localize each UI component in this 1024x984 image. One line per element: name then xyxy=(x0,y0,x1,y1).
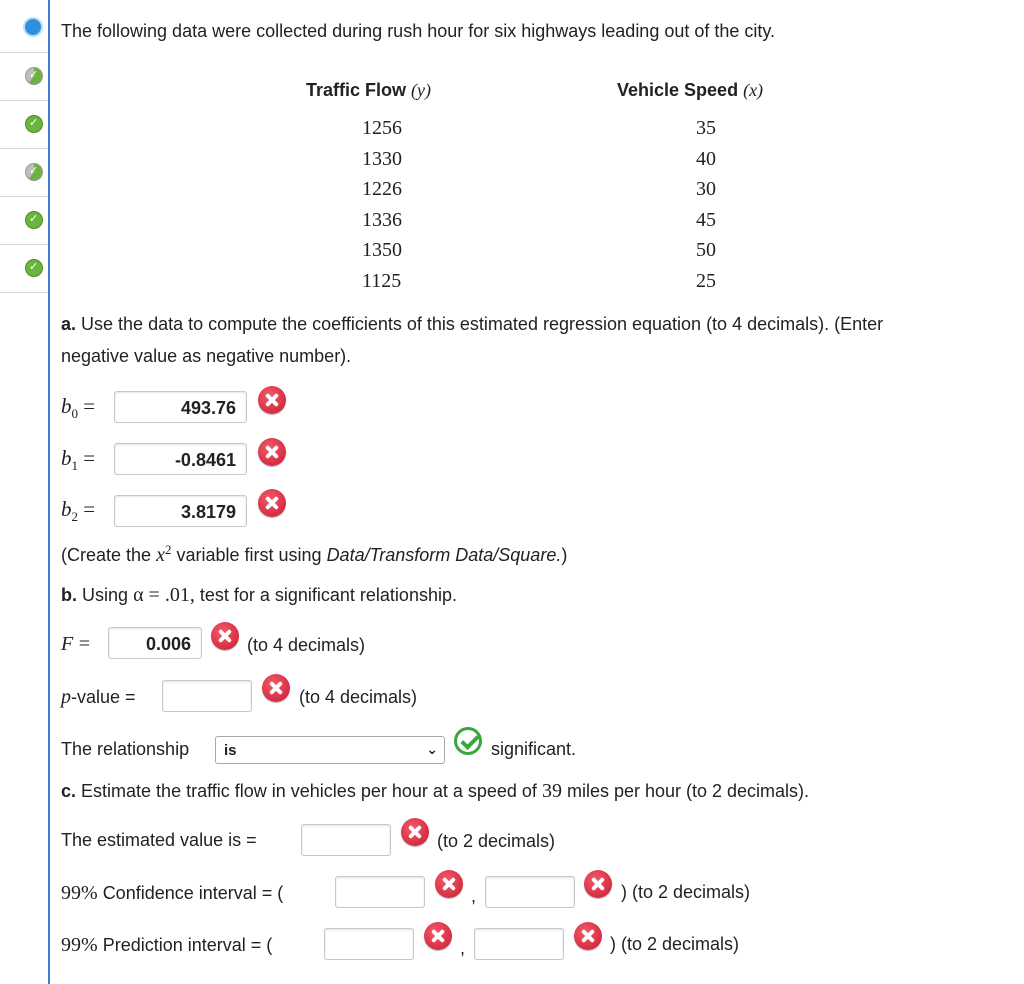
pi-close: ) (to 2 decimals) xyxy=(610,934,740,954)
check-icon xyxy=(25,115,43,133)
vehicle-speed-cell: 25 xyxy=(696,270,716,292)
nav-item-6[interactable] xyxy=(0,244,48,293)
part-a-text-line1: a. Use the data to compute the coefficients of this estimated regression equation (to 4 decimals). (Enter xyxy=(61,314,884,334)
nav-item-1[interactable] xyxy=(0,4,48,53)
current-question-icon xyxy=(25,19,41,35)
f-hint: (to 4 decimals) xyxy=(247,635,366,655)
incorrect-icon xyxy=(435,870,463,898)
intro-text: The following data were collected during rush hour for six highways leading out of the city. xyxy=(61,21,776,41)
col-header-vehicle-speed: Vehicle Speed (x) xyxy=(617,80,764,100)
b1-label: $b_1$ = xyxy=(61,446,96,474)
ci-comma: , xyxy=(471,886,477,906)
traffic-flow-cell: 1125 xyxy=(362,270,402,292)
incorrect-icon xyxy=(584,870,612,898)
pi-lower-input[interactable] xyxy=(324,928,414,960)
check-icon xyxy=(25,259,43,277)
incorrect-icon xyxy=(211,622,239,650)
nav-item-3[interactable] xyxy=(0,100,48,149)
nav-item-2[interactable] xyxy=(0,52,48,101)
incorrect-icon xyxy=(262,674,290,702)
correct-icon xyxy=(454,727,482,755)
part-a-text-line2: negative value as negative number). xyxy=(61,346,352,366)
vehicle-speed-cell: 30 xyxy=(696,178,716,201)
incorrect-icon xyxy=(574,922,602,950)
incorrect-icon xyxy=(258,386,286,414)
f-input[interactable]: 0.006 xyxy=(108,627,202,659)
partial-check-icon xyxy=(25,163,43,181)
b2-input[interactable]: 3.8179 xyxy=(114,495,247,527)
part-c-text: c. Estimate the traffic flow in vehicles per hour at a speed of 39 miles per hour (to 2 decimals). xyxy=(61,780,810,802)
incorrect-icon xyxy=(401,818,429,846)
b0-label: $b_0$ = xyxy=(61,394,96,422)
incorrect-icon xyxy=(258,489,286,517)
relationship-label: The relationship xyxy=(61,739,190,759)
question-nav xyxy=(0,0,50,984)
nav-item-5[interactable] xyxy=(0,196,48,245)
part-b-text: b. Using α = .01, test for a significant relationship. xyxy=(61,584,457,606)
vehicle-speed-cell: 45 xyxy=(696,208,716,231)
ci-lower-input[interactable] xyxy=(335,876,425,908)
incorrect-icon xyxy=(424,922,452,950)
p-value-label: p-value = xyxy=(61,686,136,708)
check-icon xyxy=(25,211,43,229)
traffic-flow-cell: 1336 xyxy=(362,208,402,231)
incorrect-icon xyxy=(258,438,286,466)
ci-upper-input[interactable] xyxy=(485,876,575,908)
nav-item-4[interactable] xyxy=(0,148,48,197)
b2-label: $b_2$ = xyxy=(61,497,96,525)
vehicle-speed-cell: 40 xyxy=(696,147,716,170)
pi-upper-input[interactable] xyxy=(474,928,564,960)
p-value-input[interactable] xyxy=(162,680,252,712)
vehicle-speed-cell: 35 xyxy=(696,117,716,139)
traffic-flow-cell: 1226 xyxy=(362,178,402,201)
b1-input[interactable]: -0.8461 xyxy=(114,443,247,475)
estimated-value-label: The estimated value is = xyxy=(61,830,257,850)
traffic-flow-cell: 1330 xyxy=(362,147,402,170)
col-header-traffic-flow: Traffic Flow (y) xyxy=(306,80,432,100)
estimated-value-hint: (to 2 decimals) xyxy=(437,831,556,851)
estimated-value-input[interactable] xyxy=(301,824,391,856)
b0-input[interactable]: 493.76 xyxy=(114,391,247,423)
prediction-interval-label: 99% Prediction interval = ( xyxy=(61,934,273,956)
part-a-note: (Create the $x^2$ variable first using Data/Transform Data/Square.) xyxy=(61,542,568,566)
ci-close: ) (to 2 decimals) xyxy=(621,882,751,902)
confidence-interval-label: 99% Confidence interval = ( xyxy=(61,882,284,904)
relationship-post: significant. xyxy=(491,739,577,759)
f-label: F = xyxy=(61,633,91,655)
vehicle-speed-cell: 50 xyxy=(696,239,716,262)
relationship-select[interactable]: is ⌄ xyxy=(215,736,445,764)
chevron-down-icon: ⌄ xyxy=(426,741,438,757)
partial-check-icon xyxy=(25,67,43,85)
pi-comma: , xyxy=(460,938,466,958)
traffic-flow-cell: 1350 xyxy=(362,239,402,262)
p-value-hint: (to 4 decimals) xyxy=(299,687,418,707)
traffic-flow-cell: 1256 xyxy=(362,117,402,139)
